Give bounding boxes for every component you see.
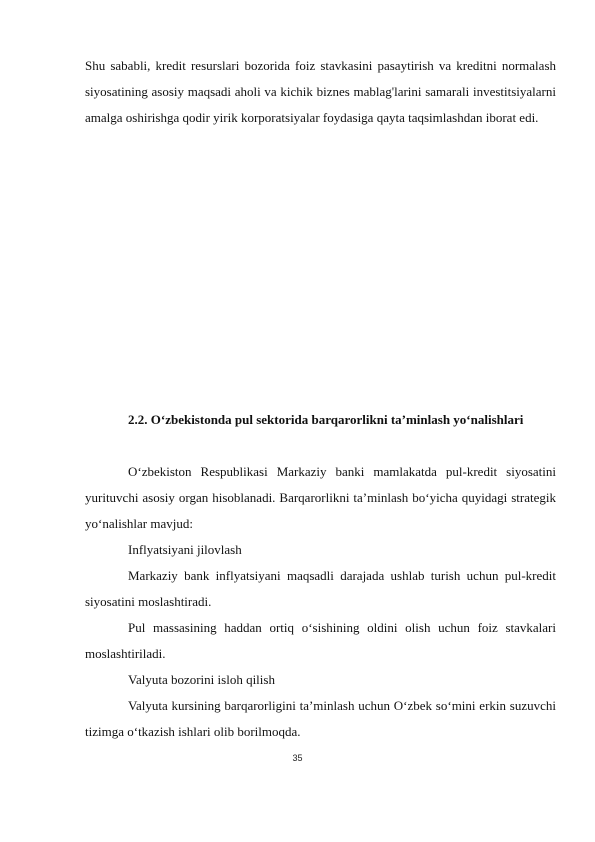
body-paragraph: O‘zbekiston Respublikasi Markaziy banki mamlakatda pul-kredit siyosatini yurituvchi asosiy organ hisoblanadi. Barqarorlikni ta’minlash bo‘yicha quyidagi strategik yo‘nalishlar mavjud:: [85, 464, 556, 531]
page-number: 35: [292, 753, 303, 763]
body-paragraph: Valyuta kursining barqarorligini ta’minlash uchun O‘zbek so‘mini erkin suzuvchi tizimga o‘tkazish ishlari olib borilmoqda.: [85, 698, 556, 739]
subheading-inflation: Inflyatsiyani jilovlash: [128, 542, 242, 557]
body-paragraph: Pul massasining haddan ortiq o‘sishining oldini olish uchun foiz stavkalari moslashtiriladi.: [85, 620, 556, 661]
subheading-currency-market: Valyuta bozorini isloh qilish: [128, 672, 275, 687]
intro-paragraph: Shu sababli, kredit resurslari bozorida foiz stavkasini pasaytirish va kreditni normalash siyosatining asosiy maqsadi aholi va kichik biznes mablag'larini samarali investitsiyalarni amalga oshirishga qodir yirik korporatsiyalar foydasiga qayta taqsimlashdan iborat edi.: [85, 58, 556, 125]
section-heading: 2.2. O‘zbekistonda pul sektorida barqarorlikni ta’minlash yo‘nalishlari: [128, 412, 524, 427]
body-paragraph: Markaziy bank inflyatsiyani maqsadli darajada ushlab turish uchun pul-kredit siyosatini moslashtiradi.: [85, 568, 556, 609]
